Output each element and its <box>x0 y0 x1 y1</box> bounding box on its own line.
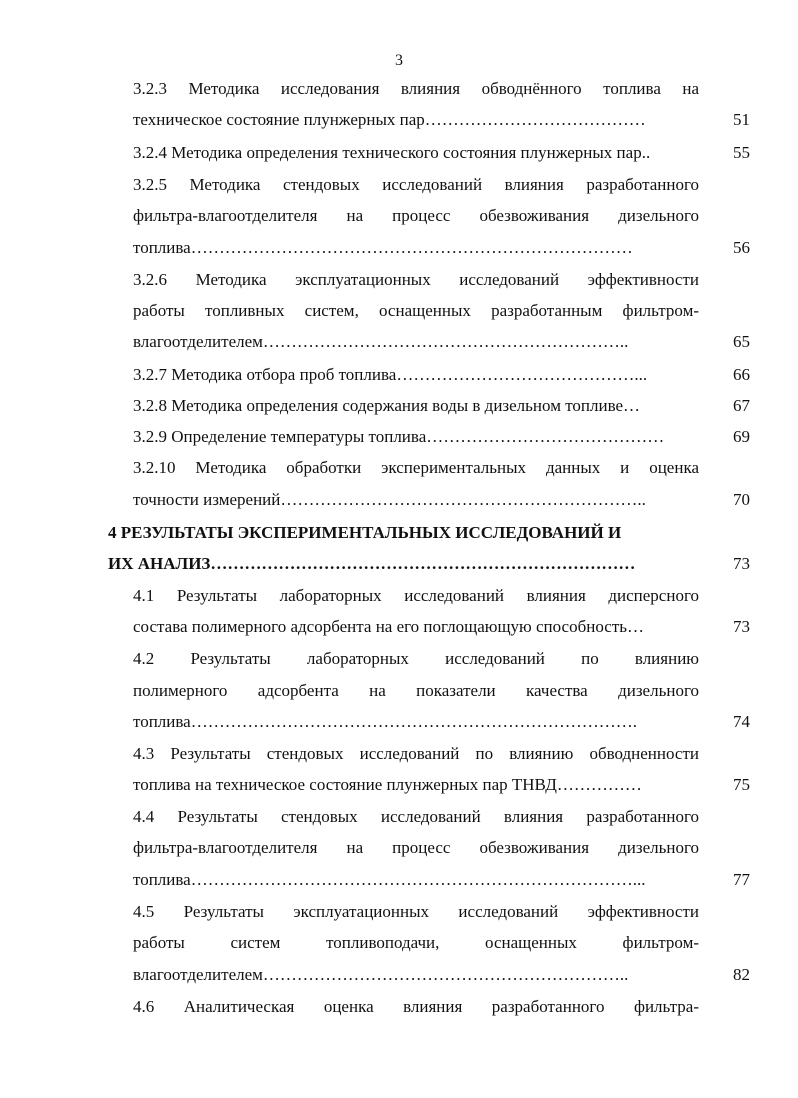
toc-line: точности измерений……………………………………………………….. <box>133 490 646 509</box>
toc-line: 3.2.7 Методика отбора проб топлива……………………………………... <box>133 365 648 384</box>
toc-line: состава полимерного адсорбента на его поглощающую способность… <box>133 617 645 636</box>
toc-chapter-title: ИХ АНАЛИЗ………………………………………………………………… <box>108 554 636 573</box>
toc-page-ref: 51 <box>733 110 750 129</box>
toc-line: топлива……………………………………………………………………. <box>133 712 637 731</box>
toc-page-ref: 75 <box>733 775 750 794</box>
toc-page-ref: 56 <box>733 238 750 257</box>
toc-line: 4.4 Результаты стендовых исследований влияния разработанного <box>133 807 699 826</box>
toc-line: полимерного адсорбента на показатели качества дизельного <box>133 681 699 700</box>
toc-line: топлива……………………………………………………………………... <box>133 870 646 889</box>
toc-chapter-title: 4 РЕЗУЛЬТАТЫ ЭКСПЕРИМЕНТАЛЬНЫХ ИССЛЕДОВАНИЙ И <box>108 523 622 542</box>
toc-page-ref: 77 <box>733 870 750 889</box>
toc-line: 3.2.6 Методика эксплуатационных исследований эффективности <box>133 270 699 289</box>
toc-line: топлива…………………………………………………………………… <box>133 238 633 257</box>
toc-page-ref: 73 <box>733 554 750 573</box>
toc-line: 4.3 Результаты стендовых исследований по влиянию обводненности <box>133 744 699 763</box>
toc-line: работы топливных систем, оснащенных разработанным фильтром- <box>133 301 699 320</box>
toc-page-ref: 73 <box>733 617 750 636</box>
toc-line: 3.2.4 Методика определения технического состояния плунжерных пар.. <box>133 143 651 162</box>
toc-page-ref: 67 <box>733 396 750 415</box>
toc-line: фильтра-влагоотделителя на процесс обезвоживания дизельного <box>133 838 699 857</box>
toc-page-ref: 70 <box>733 490 750 509</box>
toc-page-ref: 74 <box>733 712 750 731</box>
toc-line: 3.2.9 Определение температуры топлива…………………………………… <box>133 427 665 446</box>
toc-page-ref: 82 <box>733 965 750 984</box>
toc-line: 3.2.8 Методика определения содержания воды в дизельном топливе… <box>133 396 641 415</box>
toc-line: фильтра-влагоотделителя на процесс обезвоживания дизельного <box>133 206 699 225</box>
toc-line: 3.2.3 Методика исследования влияния обводнённого топлива на <box>133 79 699 98</box>
page-number: 3 <box>395 52 403 69</box>
toc-page-ref: 69 <box>733 427 750 446</box>
toc-line: 3.2.5 Методика стендовых исследований влияния разработанного <box>133 175 699 194</box>
toc-page-ref: 55 <box>733 143 750 162</box>
toc-page-ref: 65 <box>733 332 750 351</box>
toc-line: топлива на техническое состояние плунжерных пар ТНВД…………… <box>133 775 642 794</box>
toc-line: техническое состояние плунжерных пар………………………………… <box>133 110 646 129</box>
toc-line: работы систем топливоподачи, оснащенных фильтром- <box>133 933 699 952</box>
toc-line: 4.6 Аналитическая оценка влияния разработанного фильтра- <box>133 997 699 1016</box>
toc-line: влагоотделителем……………………………………………………….. <box>133 965 629 984</box>
toc-line: 4.2 Результаты лабораторных исследований по влиянию <box>133 649 699 668</box>
toc-line: 3.2.10 Методика обработки экспериментальных данных и оценка <box>133 458 699 477</box>
toc-line: 4.5 Результаты эксплуатационных исследований эффективности <box>133 902 699 921</box>
toc-line: 4.1 Результаты лабораторных исследований влияния дисперсного <box>133 586 699 605</box>
toc-page-ref: 66 <box>733 365 750 384</box>
toc-line: влагоотделителем……………………………………………………….. <box>133 332 629 351</box>
